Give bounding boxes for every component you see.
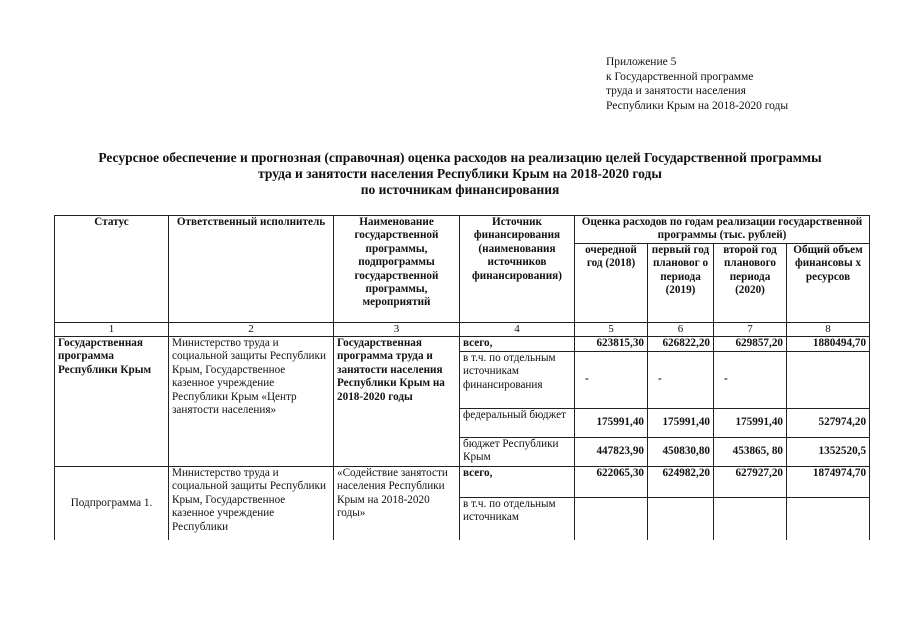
- value-2018: [575, 498, 648, 541]
- value-2019: 626822,20: [648, 337, 714, 352]
- value-2020: 453865, 80: [714, 438, 787, 467]
- appendix-note: [606, 55, 788, 113]
- title-line: труда и занятости населения Республики Крым на 2018-2020 годы: [258, 166, 662, 181]
- value-total: 1880494,70: [787, 337, 870, 352]
- value-2020: [714, 498, 787, 541]
- value-total: [787, 352, 870, 409]
- col-number: 4: [460, 323, 575, 337]
- col-number: 5: [575, 323, 648, 337]
- col-number: 1: [55, 323, 169, 337]
- value-2018: -: [575, 352, 648, 409]
- column-number-row: [55, 323, 870, 337]
- value-2018: 175991,40: [575, 409, 648, 438]
- source-cell: федеральный бюджет: [460, 409, 575, 438]
- appendix-line: к Государственной программе: [606, 70, 754, 83]
- source-cell: в т.ч. по отдельным источникам: [460, 498, 575, 541]
- value-2018: 623815,30: [575, 337, 648, 352]
- value-total: [787, 498, 870, 541]
- value-2019: [648, 498, 714, 541]
- title-line: по источникам финансирования: [360, 182, 560, 197]
- executor-cell: Министерство труда и социальной защиты Республики Крым, Государственное казенное учреждение Республики Крым «Центр занятости населения»: [169, 337, 334, 467]
- header-row: [55, 216, 870, 244]
- col-number: 2: [169, 323, 334, 337]
- header-year-2018: очередной год (2018): [575, 244, 648, 323]
- value-2019: 450830,80: [648, 438, 714, 467]
- header-source: Источник финансирования (наименования источников финансирования): [460, 216, 575, 323]
- value-2019: -: [648, 352, 714, 409]
- title-line: Ресурсное обеспечение и прогнозная (справочная) оценка расходов на реализацию целей Государственной программы: [98, 150, 822, 165]
- executor-cell: Министерство труда и социальной защиты Республики Крым, Государственное казенное учреждение Республики: [169, 467, 334, 541]
- document-title: [40, 150, 880, 198]
- col-number: 6: [648, 323, 714, 337]
- header-year-2019: первый год плановог о периода (2019): [648, 244, 714, 323]
- header-status: Статус: [55, 216, 169, 323]
- col-number: 8: [787, 323, 870, 337]
- value-2018: 447823,90: [575, 438, 648, 467]
- value-2020: 627927,20: [714, 467, 787, 498]
- source-cell: всего,: [460, 467, 575, 498]
- value-2020: 175991,40: [714, 409, 787, 438]
- header-executor: Ответственный исполнитель: [169, 216, 334, 323]
- col-number: 3: [334, 323, 460, 337]
- value-total: 527974,20: [787, 409, 870, 438]
- appendix-line: труда и занятости населения: [606, 85, 746, 97]
- col-number: 7: [714, 323, 787, 337]
- value-2019: 624982,20: [648, 467, 714, 498]
- value-2019: 175991,40: [648, 409, 714, 438]
- value-2018: 622065,30: [575, 467, 648, 498]
- value-2020: 629857,20: [714, 337, 787, 352]
- source-cell: всего,: [460, 337, 575, 352]
- value-total: 1874974,70: [787, 467, 870, 498]
- program-name-cell: «Содействие занятости населения Республики Крым на 2018-2020 годы»: [334, 467, 460, 541]
- table-row: [55, 337, 870, 352]
- appendix-line: Республики Крым на 2018-2020 годы: [606, 99, 789, 112]
- header-estimate: Оценка расходов по годам реализации государственной программы (тыс. рублей): [575, 216, 870, 244]
- appendix-line: Приложение 5: [606, 56, 677, 68]
- status-cell: Государственная программа Республики Крым: [55, 337, 169, 467]
- source-cell: в т.ч. по отдельным источникам финансирования: [460, 352, 575, 409]
- header-name: Наименование государственной программы, подпрограммы государственной программы, мероприятий: [334, 216, 460, 323]
- resource-table: [54, 215, 870, 540]
- table-row: [55, 467, 870, 498]
- value-2020: -: [714, 352, 787, 409]
- program-name-cell: Государственная программа труда и занятости населения Республики Крым на 2018-2020 годы: [334, 337, 460, 467]
- status-cell: Подпрограмма 1.: [55, 467, 169, 541]
- header-total: Общий объем финансовы х ресурсов: [787, 244, 870, 323]
- source-cell: бюджет Республики Крым: [460, 438, 575, 467]
- header-year-2020: второй год планового периода (2020): [714, 244, 787, 323]
- value-total: 1352520,5: [787, 438, 870, 467]
